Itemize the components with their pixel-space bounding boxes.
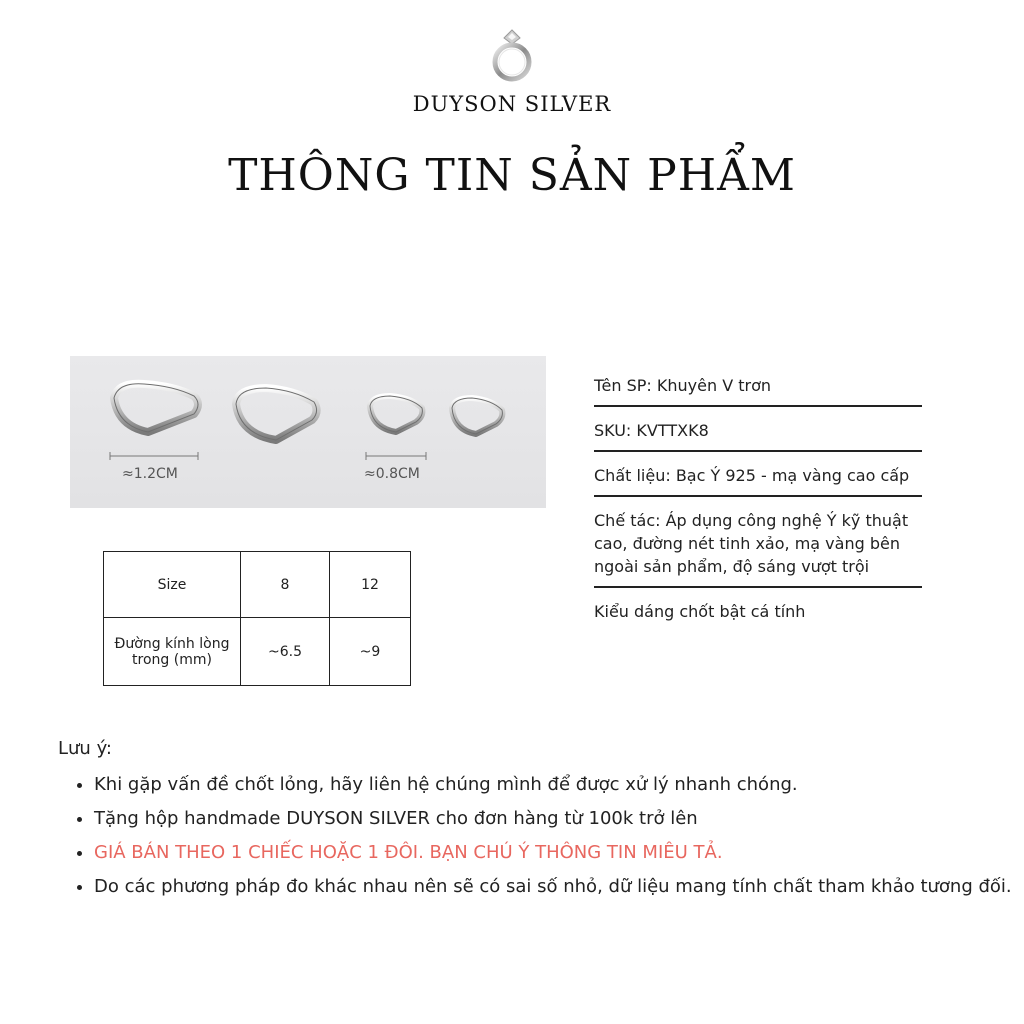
product-specs [594,372,922,641]
table-cell: ~9 [330,618,411,686]
list-item: • Do các phương pháp đo khác nhau nên sẽ có sai số nhỏ, dữ liệu mang tính chất tham khảo tương đối. [94,870,1024,904]
product-photo [70,356,546,508]
table-row [104,618,411,686]
list-item: • Tặng hộp handmade DUYSON SILVER cho đơn hàng từ 100k trở lên [94,802,1024,836]
table-cell: 8 [241,552,330,618]
brand-name: DUYSON SILVER [412,92,612,116]
table-cell: 12 [330,552,411,618]
spec-material: Chất liệu: Bạc Ý 925 - mạ vàng cao cấp [594,462,922,497]
notes-heading: Lưu ý: [58,738,112,759]
spec-craft: Chế tác: Áp dụng công nghệ Ý kỹ thuật cao, đường nét tinh xảo, mạ vàng bên ngoài sản phẩm, độ sáng vượt trội [594,507,922,588]
table-cell: Đường kính lòng trong (mm) [104,618,241,686]
list-item-warning: • GIÁ BÁN THEO 1 CHIẾC HOẶC 1 ĐÔI. BẠN CHÚ Ý THÔNG TIN MIÊU TẢ. [94,836,1024,870]
spec-sku: SKU: KVTTXK8 [594,417,922,452]
table-cell: Size [104,552,241,618]
spec-style: Kiểu dáng chốt bật cá tính [594,602,806,621]
earring-illustration [70,356,546,508]
page-title: THÔNG TIN SẢN PHẨM [228,150,796,201]
spec-name: Tên SP: Khuyên V trơn [594,372,922,407]
scale-label-small: ≈0.8CM [364,466,420,482]
list-item: • Khi gặp vấn đề chốt lỏng, hãy liên hệ chúng mình để được xử lý nhanh chóng. [94,768,1024,802]
ring-icon [486,28,538,82]
notes-list [58,768,1024,904]
table-row [104,552,411,618]
scale-label-large: ≈1.2CM [122,466,178,482]
size-table [103,551,411,686]
table-cell: ~6.5 [241,618,330,686]
